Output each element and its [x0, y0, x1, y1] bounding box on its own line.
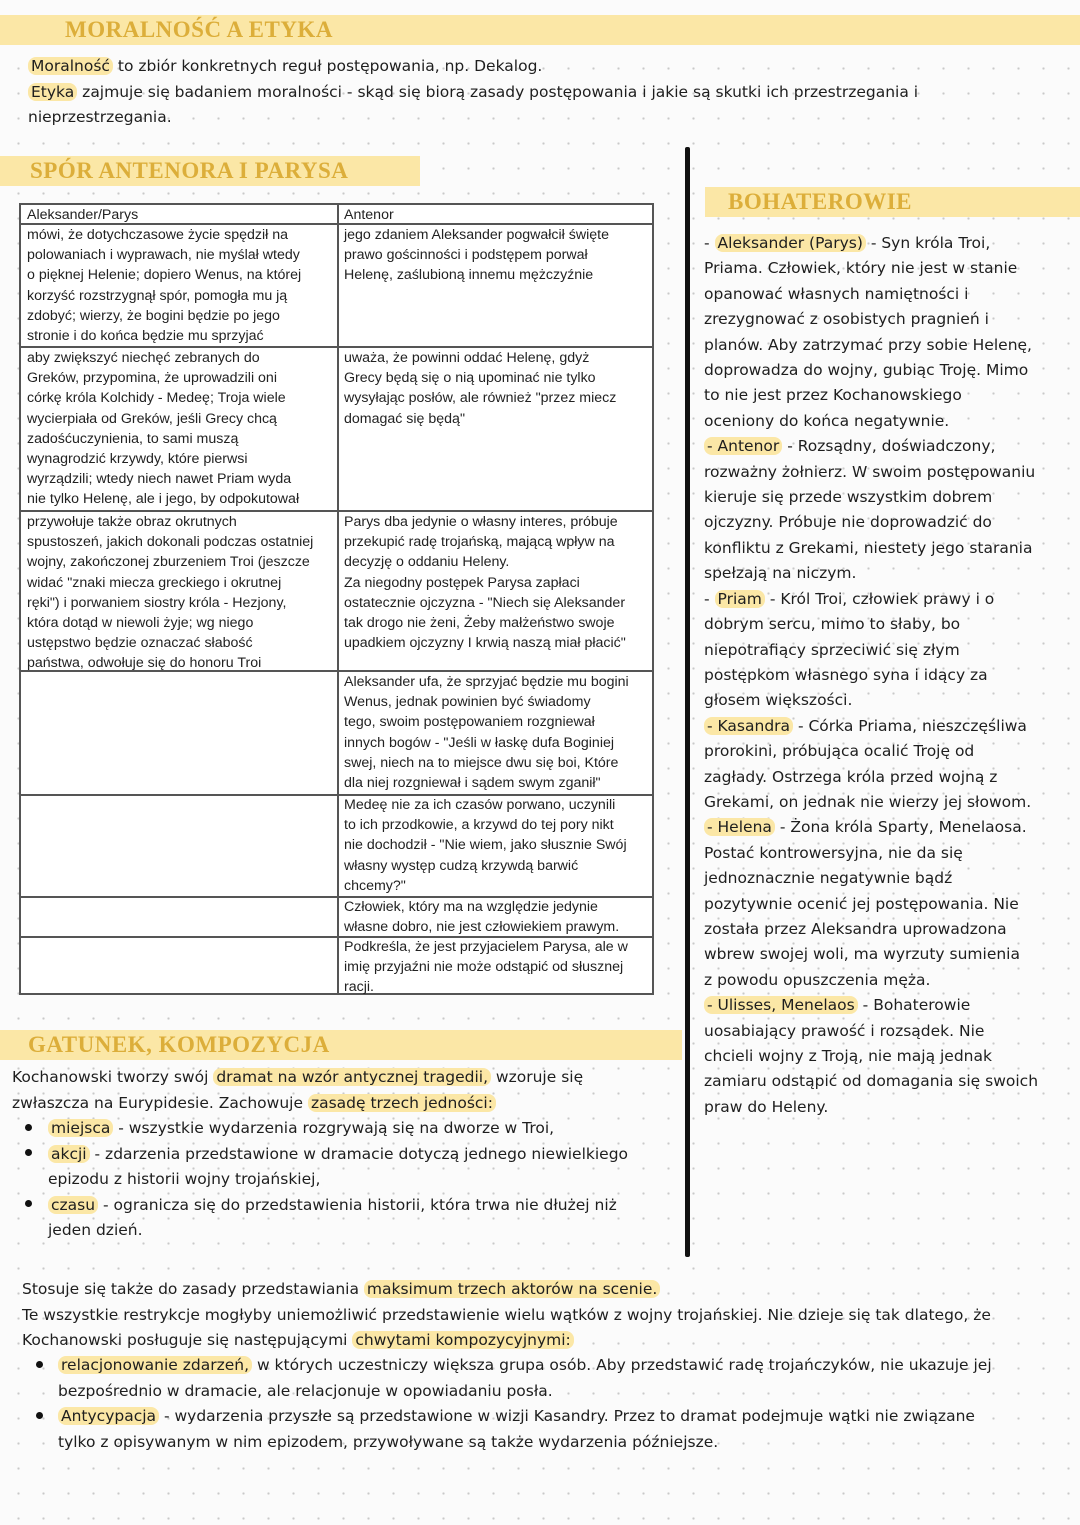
cell-line: prawo gościnności i podstępem porwał: [344, 247, 588, 264]
hero-text: Postać kontrowersyjna, nie da się: [704, 843, 963, 862]
hero-priam: - Priam - Król Troi, człowiek prawy i o: [704, 589, 995, 608]
bottom-text-part: Kochanowski posługuje się następującymi: [22, 1331, 353, 1349]
heroes-section-title: BOHATEROWIE: [728, 189, 912, 214]
hero-text: wbrew swojej woli, ma wyrzuty sumienia: [704, 945, 1020, 964]
moral-line-2: [28, 80, 1068, 106]
unity-text: - zdarzenia przedstawione w dramacie dotyczą jednego niewielkiego: [89, 1144, 629, 1163]
hero-ulisses: [704, 993, 1074, 1018]
cell-line: widać "znaki miecza greckiego i okrutnej: [27, 574, 282, 591]
bullet-icon: [25, 1200, 32, 1207]
hero-text: kieruje się przede wszystkim dobrem: [704, 488, 993, 507]
hero-name-aleksander: Aleksander (Parys): [715, 234, 866, 252]
hero-text: to nie jest przez Kochanowskiego: [704, 386, 962, 405]
hero-text: konfliktu z Grekami, niestety jego starania: [704, 538, 1033, 557]
genre-text: [12, 1065, 682, 1116]
moral-line-3: nieprzestrzegania.: [28, 108, 172, 126]
device-text: - wydarzenia przyszłe są przedstawione w wizji Kasandry. Przez to dramat podejmuje wątki nie związane: [159, 1407, 975, 1425]
cell-line: Za niegodny postępek Parysa zapłaci: [344, 574, 580, 591]
devices-list: [58, 1353, 1073, 1455]
hero-text: opanować własnych namiętności i: [704, 284, 969, 303]
cell-line: która dotąd w niewoli żyje; wg niego: [27, 615, 254, 632]
hero-text: ojczyzny. Próbuje nie doprowadzić do: [704, 513, 992, 532]
hero-text: zamiaru odstąpić od domagania się swoich: [704, 1072, 1039, 1091]
device-text: tylko z opisywanym w nim epizodem, przywoływane są także wydarzenia późniejsze.: [58, 1432, 719, 1451]
hero-text: spełzają na niczym.: [704, 564, 857, 583]
unity-text: epizodu z historii wojny trojańskiej,: [48, 1170, 321, 1188]
hero-name-text: Ulisses, Menelaos: [717, 996, 855, 1015]
table-row-7-right: [344, 937, 628, 998]
hero-text: - Córka Priama, nieszczęśliwa: [793, 716, 1027, 735]
cell-line: tego, swoim postępowaniem rozgniewał: [344, 714, 595, 731]
cell-line: wynagrodzić krzywdy, które pierwsi: [27, 451, 248, 468]
cell-line: racji.: [344, 979, 374, 996]
hero-name-helena: - Helena: [704, 818, 775, 836]
hero-text: doprowadza do wojny, gubiąc Troję. Mimo: [704, 361, 1029, 380]
bottom-line-2: Te wszystkie restrykcje mogłyby uniemożliwić przedstawienie wielu wątków z wojny trojańskiej. Nie dzieje się tak dlatego, że: [22, 1305, 991, 1324]
hero-text: postępkom własnego syna i idący za: [704, 665, 988, 684]
heroes-list: [704, 231, 1074, 1120]
cell-line: przywołuje także obraz okrutnych: [27, 514, 237, 530]
hero-text: Priama. Człowiek, który nie jest w stanie: [704, 259, 1018, 278]
genre-line-2: [12, 1091, 682, 1117]
hero-text: oceniony do końca negatywnie.: [704, 411, 950, 430]
genre-section-title: GATUNEK, KOMPOZYCJA: [28, 1032, 330, 1057]
unity-text: jeden dzień.: [48, 1221, 143, 1239]
table-row-2-left: [27, 348, 299, 510]
bottom-highlight-devices: chwytami kompozycyjnymi:: [352, 1331, 573, 1349]
unities-list: [48, 1116, 678, 1244]
cell-line: Grecy będą się o nią upominać nie tylko: [344, 370, 596, 387]
cell-line: jego zdaniem Aleksander pogwałcił święte: [344, 227, 609, 243]
hero-text: zrezygnować z osobistych pragnień i: [704, 310, 989, 329]
cell-line: Greków, przypomina, że uprowadzili oni: [27, 370, 277, 387]
ethics-term: Etyka: [28, 83, 77, 101]
hero-kasandra: [704, 714, 1074, 739]
moral-section-title: MORALNOŚĆ A ETYKA: [65, 17, 333, 42]
bullet-icon: [25, 1149, 32, 1156]
table-row-4-right: [344, 672, 629, 793]
cell-line: wycierpiała od Greków, jeśli Grecy chcą: [27, 410, 277, 427]
hero-name-priam: Priam: [715, 590, 765, 608]
cell-line: córkę króla Kolchidy - Medeę; Troja wiele: [27, 390, 286, 407]
cell-line: Medeę nie za ich czasów porwano, uczynili: [344, 797, 616, 813]
bottom-line-3: [22, 1328, 1072, 1354]
cell-line: innych bogów - "Jeśli w łaskę dufa Boginiej: [344, 734, 615, 751]
table-row-2-right: [344, 348, 616, 429]
hero-name-text: Helena: [717, 818, 772, 837]
hero-text: niepotrafiący sprzeciwić się złym: [704, 640, 960, 659]
unity-action: [48, 1142, 678, 1168]
cell-line: to ich przodkowie, a krzywd do tej pory nikt: [344, 817, 614, 834]
hero-text: - Syn króla Troi,: [865, 234, 991, 252]
cell-line: korzyść rozstrzygnął spór, pomogła mu ją: [27, 287, 288, 304]
cell-line: wysyłając posłów, ale również "przez miecz: [344, 390, 617, 407]
cell-line: państwa, odwołuje się do honoru Troi: [27, 655, 262, 672]
unity-text: - ogranicza się do przedstawienia historii, która trwa nie dłużej niż: [98, 1195, 617, 1214]
bottom-highlight-actors: maksimum trzech aktorów na scenie.: [364, 1280, 660, 1298]
unity-text: - wszystkie wydarzenia rozgrywają się na dworze w Troi,: [113, 1119, 555, 1137]
device-text: bezpośrednio w dramacie, ale relacjonuje w opowiadaniu posła.: [58, 1381, 553, 1400]
hero-name-antenor: - Antenor: [704, 437, 782, 455]
cell-line: spustoszeń, jakich dokonali podczas ostatniej: [27, 534, 314, 551]
device-reporting-term: relacjonowanie zdarzeń,: [58, 1356, 252, 1374]
cell-line: tak drogo nie żeni, Żeby małżeństwo swoje: [344, 615, 615, 632]
hero-name-text: Antenor: [717, 437, 780, 456]
hero-text: praw do Heleny.: [704, 1097, 829, 1116]
table-row-3-right: [344, 512, 626, 653]
cell-line: wojny, zakończonej zburzeniem Troi (jeszcze: [27, 554, 310, 571]
genre-line-1: [12, 1065, 682, 1091]
cell-line: własne dobro, nie jest człowiekiem prawym.: [344, 919, 620, 936]
hero-text: z powodu opuszczenia męża.: [704, 970, 931, 989]
cell-line: aby zwiększyć niechęć zebranych do: [27, 350, 260, 366]
hero-text: zagłady. Ostrzega króla przed wojną z: [704, 767, 998, 786]
moral-line-1: [28, 54, 1068, 80]
cell-line: ustępstwo będzie oznaczać słabość: [27, 635, 253, 652]
bullet-icon: [36, 1361, 43, 1368]
cell-line: o pięknej Helenie; dopiero Wenus, na której: [27, 267, 302, 284]
hero-text: - Bohaterowie: [857, 996, 971, 1015]
bottom-line-1: [22, 1277, 1072, 1303]
table-row-1-right: [344, 225, 609, 286]
cell-line: zadośćuczynienia, to sami muszą: [27, 430, 239, 447]
device-text: w których uczestniczy większa grupa osób. Aby przedstawić radę trojańczyków, nie ukazuje jej: [252, 1356, 992, 1374]
table-column-divider: [337, 205, 339, 993]
hero-text: uosabiający prawość i rozsądek. Nie: [704, 1021, 985, 1040]
hero-text: została przez Aleksandra uprowadzona: [704, 919, 1007, 938]
hero-text: prorokini, próbująca ocalić Troję od: [704, 742, 975, 761]
cell-line: Parys dba jedynie o własny interes, próbuje: [344, 514, 618, 530]
hero-text: - Żona króla Sparty, Menelaosa.: [774, 818, 1027, 837]
hero-text: Grekami, on jednak nie wierzy jej słowom.: [704, 792, 1032, 811]
cell-line: Podkreśla, że jest przyjacielem Parysa, ale w: [344, 939, 628, 955]
cell-line: uważa, że powinni oddać Helenę, gdyż: [344, 350, 590, 366]
hero-text: chcieli wojny z Troją, nie mają jednak: [704, 1047, 992, 1065]
hero-text: - Rozsądny, doświadczony,: [782, 437, 996, 456]
cell-line: zdobyć; wierzy, że bogini będzie po jego: [27, 307, 280, 324]
table-row-5-right: [344, 795, 627, 896]
table-row-1-left: [27, 225, 301, 346]
genre-highlight-tragedy: dramat na wzór antycznej tragedii,: [213, 1068, 491, 1086]
moral-definition: to zbiór konkretnych reguł postępowania, np. Dekalog.: [112, 57, 543, 75]
hero-name-kasandra: - Kasandra: [704, 717, 793, 735]
table-header-aleksander: Aleksander/Parys: [27, 207, 139, 223]
unity-time: [48, 1193, 678, 1219]
unity-time-term: czasu: [48, 1196, 98, 1214]
cell-line: Helenę, zaślubioną innemu mężczyźnie: [344, 267, 594, 284]
cell-line: domagać się będą": [344, 410, 465, 427]
table-header-antenor: Antenor: [344, 207, 394, 223]
hero-name-ulisses: - Ulisses, Menelaos: [704, 996, 858, 1014]
cell-line: imię przyjaźni nie może odstąpić od słusznej: [344, 959, 624, 976]
dispute-table: [19, 203, 654, 995]
hero-text: dobrym sercu, mimo to słaby, bo: [704, 615, 961, 634]
cell-line: swej, niech na to miejsce dwu się boi, Które: [344, 754, 619, 771]
bottom-text-part: Stosuje się także do zasady przedstawiania: [22, 1280, 364, 1298]
hero-text: głosem większości.: [704, 691, 853, 710]
cell-line: dla niej rozgniewał i sądem swym zganił": [344, 775, 601, 792]
bottom-text: [22, 1277, 1072, 1354]
cell-line: nie dochodził - "Nie wiem, jako słusznie Swój: [344, 837, 627, 854]
device-anticipation-term: Antycypacja: [58, 1407, 159, 1425]
ethics-definition: zajmuje się badaniem moralności - skąd się biorą zasady postępowania i jakie są skutki ich przestrzegania i: [77, 82, 919, 101]
cell-line: Aleksander ufa, że sprzyjać będzie mu bogini: [344, 674, 629, 690]
hero-text: - Król Troi, człowiek prawy i o: [764, 589, 995, 608]
genre-text-part: zwłaszcza na Eurypidesie. Zachowuje: [12, 1093, 308, 1112]
hero-text: jednoznacznie negatywnie bądź: [704, 869, 953, 888]
genre-text-part: wzoruje się: [491, 1068, 584, 1086]
cell-line: własny występ cudzą krzywdą barwić: [344, 857, 579, 874]
device-anticipation: [58, 1404, 1073, 1430]
hero-antenor: [704, 434, 1074, 459]
cell-line: mówi, że dotychczasowe życie spędził na: [27, 227, 289, 243]
device-reporting: [58, 1353, 1073, 1379]
cell-line: ręki") i porwaniem siostry króla - Hezjony,: [27, 594, 287, 611]
bullet-icon: [25, 1124, 32, 1131]
bullet-icon: [36, 1412, 43, 1419]
table-row-3-left: [27, 512, 313, 674]
moral-text: [28, 54, 1068, 131]
hero-text: planów. Aby zatrzymać przy sobie Helenę,: [704, 335, 1032, 354]
cell-line: ostatecznie ojczyzna - "Niech się Aleksander: [344, 594, 626, 611]
cell-line: Człowiek, który ma na względzie jedynie: [344, 899, 598, 915]
cell-line: chcemy?": [344, 877, 406, 894]
hero-name-text: Kasandra: [717, 716, 791, 735]
hero-helena: [704, 815, 1074, 840]
spor-section-title: SPÓR ANTENORA I PARYSA: [30, 158, 349, 183]
cell-line: upadkiem ojczyzny I krwią naszą miał płacić": [344, 635, 626, 652]
unity-action-term: akcji: [48, 1145, 90, 1163]
cell-line: polowaniach i wyprawach, nie myślał wtedy: [27, 247, 300, 264]
genre-text-part: Kochanowski tworzy swój: [12, 1068, 214, 1086]
moral-term: Moralność: [28, 57, 113, 75]
cell-line: nie tylko Helenę, ale i jego, by odpokutował: [27, 491, 300, 508]
cell-line: wyrządzili; wtedy niech nawet Priam wyda: [27, 471, 292, 488]
cell-line: przekupić radę trojańską, mającą wpływ na: [344, 534, 615, 551]
unity-place: [48, 1116, 678, 1142]
cell-line: stronie i do końca będzie mu sprzyjać: [27, 328, 264, 345]
genre-highlight-unities: zasadę trzech jedności:: [308, 1094, 496, 1112]
cell-line: Wenus, jednak powinien być świadomy: [344, 694, 591, 711]
unity-place-term: miejsca: [48, 1119, 113, 1137]
hero-text: pozytywnie ocenić jej postępowania. Nie: [704, 894, 1019, 913]
table-row-6-right: [344, 897, 619, 937]
column-divider-bar: [685, 147, 690, 1257]
hero-aleksander: - Aleksander (Parys) - Syn króla Troi,: [704, 234, 991, 252]
hero-text: rozważny żołnierz. W swoim postępowaniu: [704, 462, 1036, 481]
cell-line: decyzję o oddaniu Heleny.: [344, 554, 510, 571]
